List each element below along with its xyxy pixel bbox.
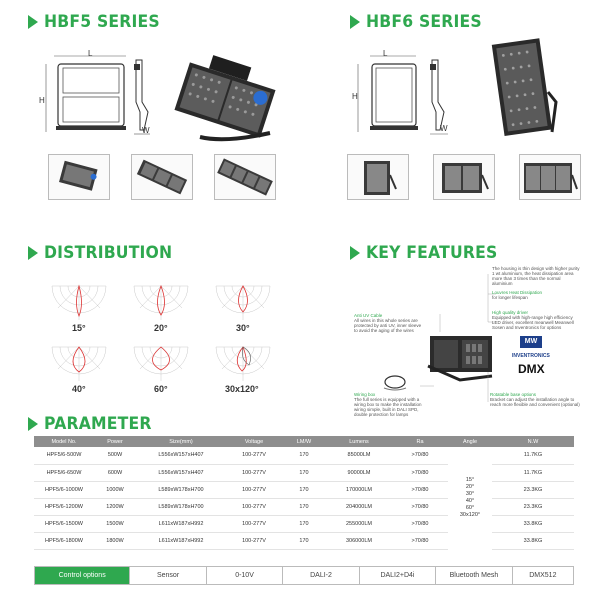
triangle-bullet-icon: [350, 246, 360, 260]
height-label: H: [39, 96, 45, 105]
hbf6-dimension-drawing: [350, 42, 470, 142]
control-option-dmx512: DMX512: [512, 567, 573, 584]
triangle-bullet-icon: [28, 15, 38, 29]
angle-label: 20°: [154, 323, 168, 333]
table-row: HPF5/6-1000W 1000W L589xW178xH700 100-277V 170 170000LM >70/80 23.3KG: [34, 481, 574, 498]
distribution-diagram-60: [130, 343, 192, 383]
hbf6-length-label: L: [383, 49, 388, 58]
control-option-sensor: Sensor: [129, 567, 205, 584]
column-header: Model No.: [34, 436, 94, 447]
distribution-diagram-15: [48, 282, 110, 322]
length-label: L: [88, 49, 93, 58]
table-row: HPF5/6-650W 600W L556xW157xH407 100-277V 170 90000LM >70/80 11.7KG: [34, 464, 574, 481]
hbf6-product-photo: [490, 32, 570, 142]
angle-label: 60°: [154, 384, 168, 394]
louvres-note: Louvres Heat Dissipation for longer lifespan: [492, 290, 543, 300]
wiring-box-note: Wiring box The full series is equipped with a wiring box to make the installation wiring simple, built in DALI SPD, double protection for lamps: [354, 392, 422, 417]
angle-label: 15°: [72, 323, 86, 333]
angle-cell: 15° 20° 30° 40° 60° 30x120°: [459, 477, 481, 518]
column-header: Voltage: [226, 436, 282, 447]
parameter-table: [34, 436, 574, 550]
column-header: Size(mm): [136, 436, 226, 447]
driver-note: High quality driver Equipped with high-range high efficiency LED driver, excellent meanwell Meanwell Sosen and Inventronics for options: [492, 310, 574, 330]
hbf5-thumbnail-500w: [48, 154, 110, 200]
column-header: Power: [94, 436, 136, 447]
table-row: HPF5/6-1500W 1500W L611xW187xH992 100-277V 170 255000LM >70/80 33.8KG: [34, 515, 574, 532]
control-options-bar: [34, 566, 574, 585]
distribution-diagram-40: [48, 343, 110, 383]
distribution-diagram-20: [130, 282, 192, 322]
column-header: Ra: [392, 436, 448, 447]
table-row: HPF5/6-500W 500W L556xW157xH407 100-277V 170 85000LM >70/80 15° 20° 30° 40° 60° 30x120° 11.7KG: [34, 447, 574, 464]
hbf5-product-photo: [170, 45, 280, 145]
hbf6-title: HBF6 SERIES: [350, 12, 492, 32]
column-header: Lumens: [326, 436, 392, 447]
table-row: HPF5/6-1200W 1200W L589xW178xH700 100-277V 170 204000LM >70/80 23.3KG: [34, 498, 574, 515]
distribution-title: DISTRIBUTION: [28, 243, 183, 263]
hbf6-height-label: H: [352, 92, 358, 101]
triangle-bullet-icon: [350, 15, 360, 29]
anti-uv-cable-note: Anti UV Cable All wires in this whole series are protected by anti UV, inner sleeve to avoid the aging of the wires: [354, 313, 422, 333]
hbf6-thumbnail-500w: [347, 154, 409, 200]
hbf6-width-label: W: [440, 124, 448, 133]
inventronics-logo: INVENTRONICS: [512, 353, 550, 359]
column-header: N.W: [492, 436, 574, 447]
key-features-title: KEY FEATURES: [350, 243, 509, 263]
control-options-label: Control options: [35, 567, 129, 584]
parameter-title: PARAMETER: [28, 414, 161, 434]
hbf6-thumbnail-1000w: [433, 154, 495, 200]
triangle-bullet-icon: [28, 417, 38, 431]
angle-label: 40°: [72, 384, 86, 394]
hbf5-title: HBF5 SERIES: [28, 12, 170, 32]
distribution-diagram-30x120: [212, 343, 274, 383]
angle-label: 30x120°: [225, 384, 259, 394]
meanwell-logo: MW: [520, 336, 542, 348]
control-option-bluetooth-mesh: Bluetooth Mesh: [435, 567, 511, 584]
control-option-0-10v: 0-10V: [206, 567, 282, 584]
table-row: HPF5/6-1800W 1800W L611xW187xH992 100-277V 170 306000LM >70/80 33.8KG: [34, 532, 574, 549]
distribution-diagram-30: [212, 282, 274, 322]
housing-note: The housing is thin design with higher purity 1 wt aluminium, the heat dissipation area more than 3 times than the normal aluminium: [492, 266, 580, 286]
triangle-bullet-icon: [28, 246, 38, 260]
hbf5-thumbnail-1000w: [131, 154, 193, 200]
column-header: LM/W: [282, 436, 326, 447]
angle-label: 30°: [236, 323, 250, 333]
width-label: W: [142, 126, 150, 135]
hbf5-thumbnail-1500w: [214, 154, 276, 200]
hbf6-thumbnail-1500w: [519, 154, 581, 200]
column-header: Angle: [448, 436, 492, 447]
table-header-row: [34, 436, 574, 447]
control-option-dali-2: DALI-2: [282, 567, 358, 584]
dmx-logo: DMX: [518, 362, 545, 376]
rotatable-base-note: Rotatable base options Bracket can adjust the installation angle to reach more flexible and convenient (optional): [490, 392, 580, 407]
control-option-dali2-d4i: DALI2+D4i: [359, 567, 435, 584]
